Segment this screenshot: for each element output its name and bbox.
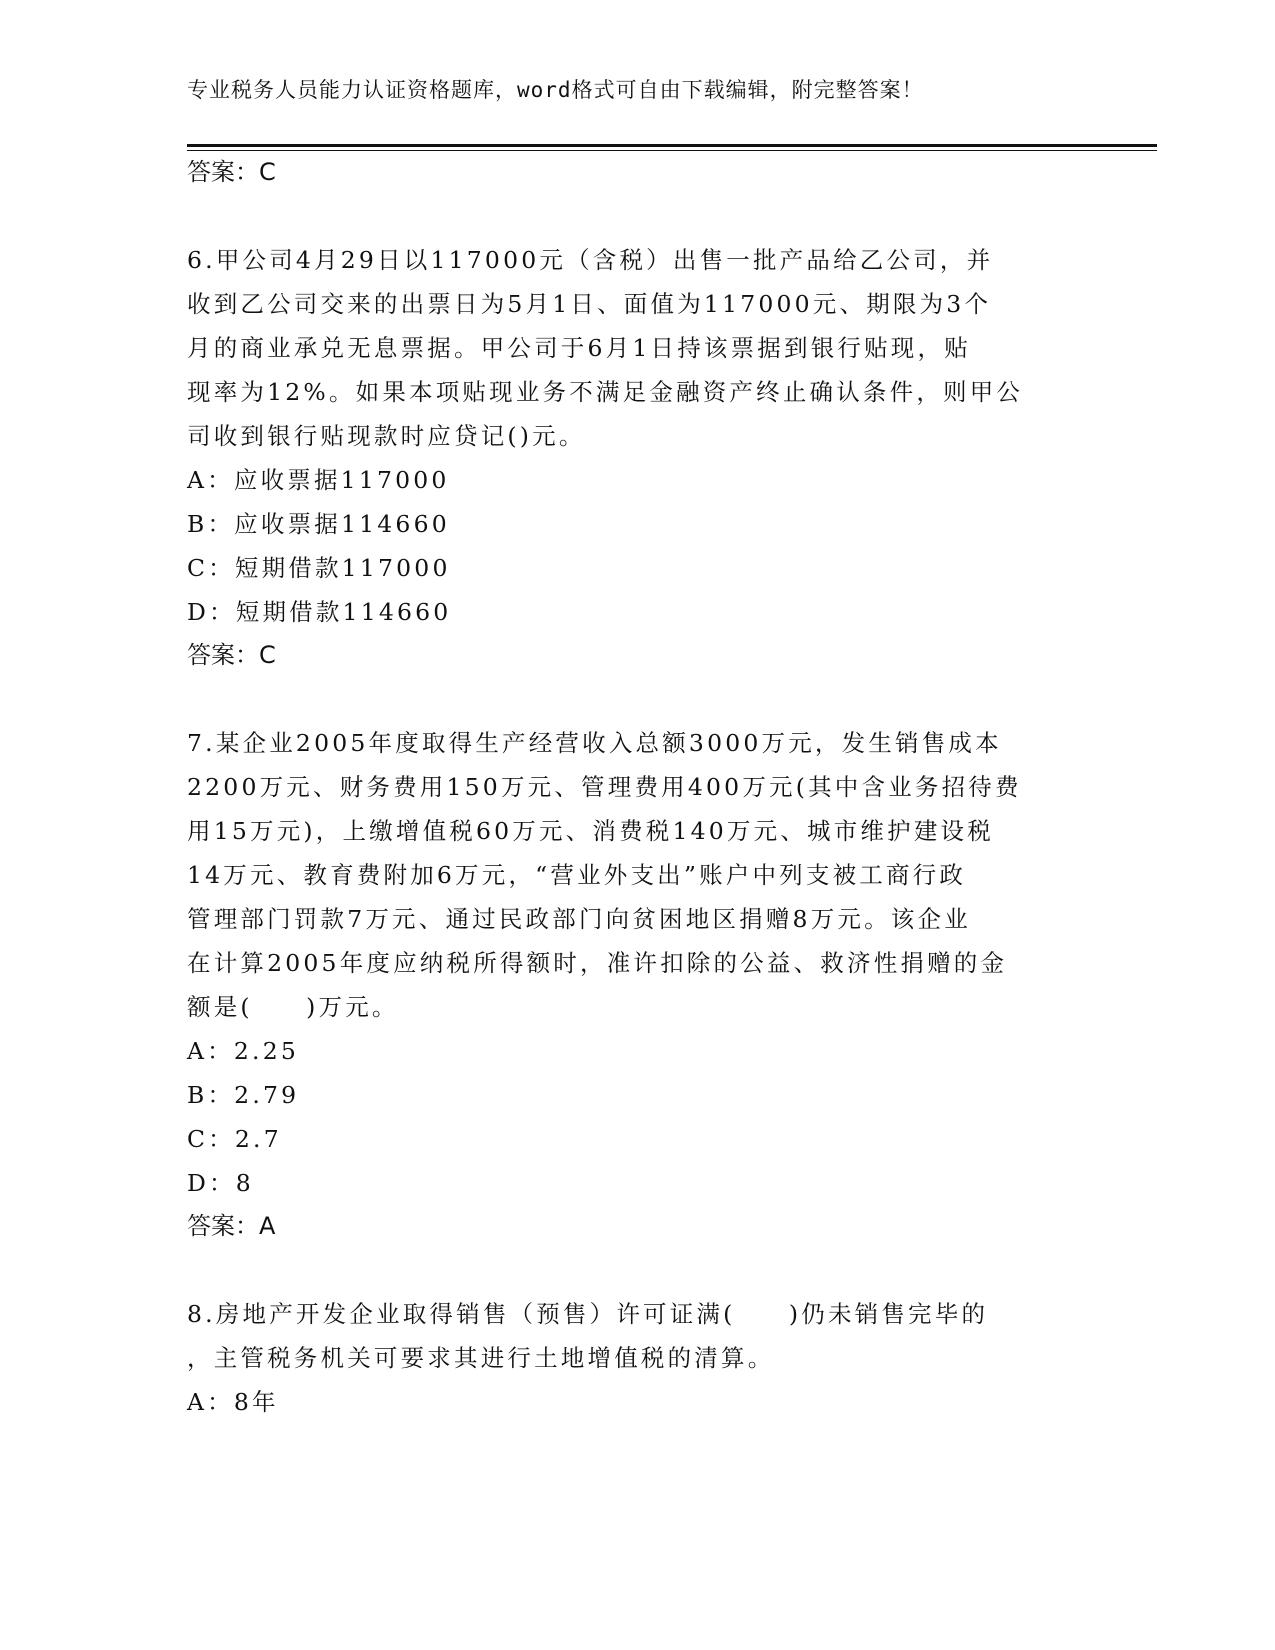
- q6-option-a: A：应收票据117000: [187, 466, 450, 494]
- q7-stem-line: 用15万元)，上缴增值税60万元、消费税140万元、城市维护建设税: [187, 817, 994, 845]
- q7-stem-line: 2200万元、财务费用150万元、管理费用400万元(其中含业务招待费: [187, 773, 1022, 801]
- q6-option-c: C：短期借款117000: [187, 554, 451, 582]
- q7-stem-line: 14万元、教育费附加6万元，“营业外支出”账户中列支被工商行政: [187, 861, 967, 889]
- q6-stem-line: 收到乙公司交来的出票日为5月1日、面值为117000元、期限为3个: [187, 290, 992, 318]
- q7-option-d: D：8: [187, 1169, 254, 1197]
- q6-stem-line: 司收到银行贴现款时应贷记()元。: [187, 422, 586, 450]
- q6-option-d: D：短期借款114660: [187, 598, 452, 626]
- answer-q6: 答案：C: [187, 641, 276, 669]
- q8-stem-line: 8.房地产开发企业取得销售（预售）许可证满( )仍未销售完毕的: [187, 1300, 989, 1328]
- q7-stem-line: 在计算2005年度应纳税所得额时，准许扣除的公益、救济性捐赠的金: [187, 949, 1008, 977]
- q7-stem-line: 7.某企业2005年度取得生产经营收入总额3000万元，发生销售成本: [187, 729, 1002, 757]
- header-rule-thin: [187, 150, 1157, 151]
- q6-stem-line: 6.甲公司4月29日以117000元（含税）出售一批产品给乙公司，并: [187, 246, 994, 274]
- q8-stem-line: ，主管税务机关可要求其进行土地增值税的清算。: [187, 1344, 775, 1372]
- q6-stem-line: 现率为12%。如果本项贴现业务不满足金融资产终止确认条件，则甲公: [187, 378, 1024, 406]
- q6-stem-line: 月的商业承兑无息票据。甲公司于6月1日持该票据到银行贴现，贴: [187, 334, 971, 362]
- q7-stem-line: 额是( )万元。: [187, 993, 399, 1021]
- q8-option-a: A：8年: [187, 1388, 279, 1416]
- answer-q5: 答案：C: [187, 158, 276, 186]
- page-header: 专业税务人员能力认证资格题库，word格式可自由下载编辑，附完整答案！: [187, 78, 924, 102]
- q6-option-b: B：应收票据114660: [187, 510, 450, 538]
- q7-option-c: C：2.7: [187, 1125, 282, 1153]
- header-rule-thick: [187, 144, 1157, 147]
- q7-option-a: A：2.25: [187, 1037, 299, 1065]
- answer-q7: 答案：A: [187, 1212, 276, 1240]
- q7-stem-line: 管理部门罚款7万元、通过民政部门向贫困地区捐赠8万元。该企业: [187, 905, 971, 933]
- q7-option-b: B：2.79: [187, 1081, 300, 1109]
